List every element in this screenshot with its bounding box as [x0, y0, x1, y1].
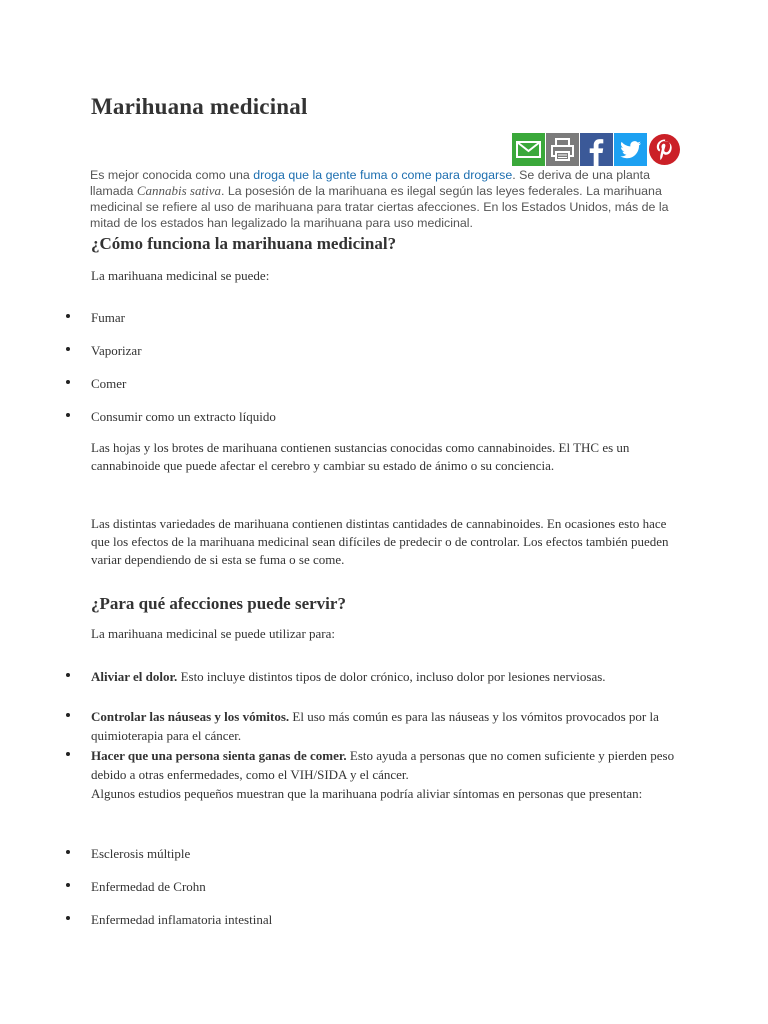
page-title: Marihuana medicinal [91, 94, 308, 119]
use-title: Controlar las náuseas y los vómitos. [91, 709, 290, 724]
list-item-text: Fumar [91, 310, 125, 325]
list-item-text [91, 707, 681, 745]
studies-note: Algunos estudios pequeños muestran que la marihuana podría aliviar síntomas en personas que presentan: [91, 786, 643, 801]
bullet-icon [66, 752, 70, 756]
section-heading-how-it-works: ¿Cómo funciona la marihuana medicinal? [91, 234, 397, 253]
facebook-icon [580, 133, 613, 166]
share-bar [512, 133, 681, 166]
share-facebook-button[interactable] [580, 133, 613, 166]
list-item-text: Esclerosis múltiple [91, 846, 191, 861]
use-description: Esto ayuda a personas que no comen suficiente y pierden peso debido a otras enfermedades, como el VIH/SIDA y el cáncer. [91, 748, 675, 782]
use-description: Esto incluye distintos tipos de dolor crónico, incluso dolor por lesiones nerviosas. [177, 669, 606, 684]
list-item-text [91, 746, 681, 803]
bullet-icon [66, 883, 70, 887]
bullet-icon [66, 347, 70, 351]
pinterest-icon [648, 133, 681, 166]
bullet-icon [66, 413, 70, 417]
intro-text-2: . Se deriva de una planta llamada [90, 168, 651, 198]
drug-info-link[interactable]: droga que la gente fuma o come para drogarse [253, 168, 513, 182]
print-icon [546, 133, 579, 166]
share-pinterest-button[interactable] [648, 133, 681, 166]
list-item-text: Consumir como un extracto líquido [91, 409, 276, 424]
intro-text-1: Es mejor conocida como una [90, 168, 254, 182]
list-item-text: Vaporizar [91, 343, 142, 358]
list-item-text: Enfermedad inflamatoria intestinal [91, 912, 273, 927]
email-icon [512, 133, 545, 166]
cannabinoids-paragraph: Las hojas y los brotes de marihuana contienen sustancias conocidas como cannabinoides. El THC es un cannabinoide que puede afectar el cerebro y cambiar su estado de ánimo o su conciencia. [91, 440, 630, 473]
list-item-text: Comer [91, 376, 127, 391]
section1-lead: La marihuana medicinal se puede: [91, 268, 270, 283]
section-heading-conditions: ¿Para qué afecciones puede servir? [91, 594, 346, 613]
share-email-button[interactable] [512, 133, 545, 166]
bullet-icon [66, 673, 70, 677]
bullet-icon [66, 380, 70, 384]
bullet-icon [66, 713, 70, 717]
intro-paragraph [90, 167, 680, 231]
twitter-icon [614, 133, 647, 166]
use-description: El uso más común es para las náuseas y los vómitos provocados por la quimioterapia para el cáncer. [91, 709, 659, 743]
section2-lead: La marihuana medicinal se puede utilizar para: [91, 626, 335, 641]
bullet-icon [66, 314, 70, 318]
use-title: Aliviar el dolor. [91, 669, 178, 684]
scientific-name: Cannabis sativa [136, 183, 221, 198]
bullet-icon [66, 916, 70, 920]
intro-text-3: . La posesión de la marihuana es ilegal según las leyes federales. La marihuana medicinal se refiere al uso de marihuana para tratar ciertas afecciones. En los Estados Unidos, más de la mitad de los estados han legalizado la marihuana para uso medicinal. [90, 184, 669, 230]
share-print-button[interactable] [546, 133, 579, 166]
list-item-text [91, 667, 681, 686]
list-item-text: Enfermedad de Crohn [91, 879, 206, 894]
bullet-icon [66, 850, 70, 854]
use-title: Hacer que una persona sienta ganas de comer. [91, 748, 347, 763]
varieties-paragraph: Las distintas variedades de marihuana contienen distintas cantidades de cannabinoides. En ocasiones esto hace que los efectos de la marihuana medicinal sean difíciles de predecir o de controlar. Los efectos también pueden variar dependiendo de si esta se fuma o se come. [91, 516, 669, 567]
share-twitter-button[interactable] [614, 133, 647, 166]
